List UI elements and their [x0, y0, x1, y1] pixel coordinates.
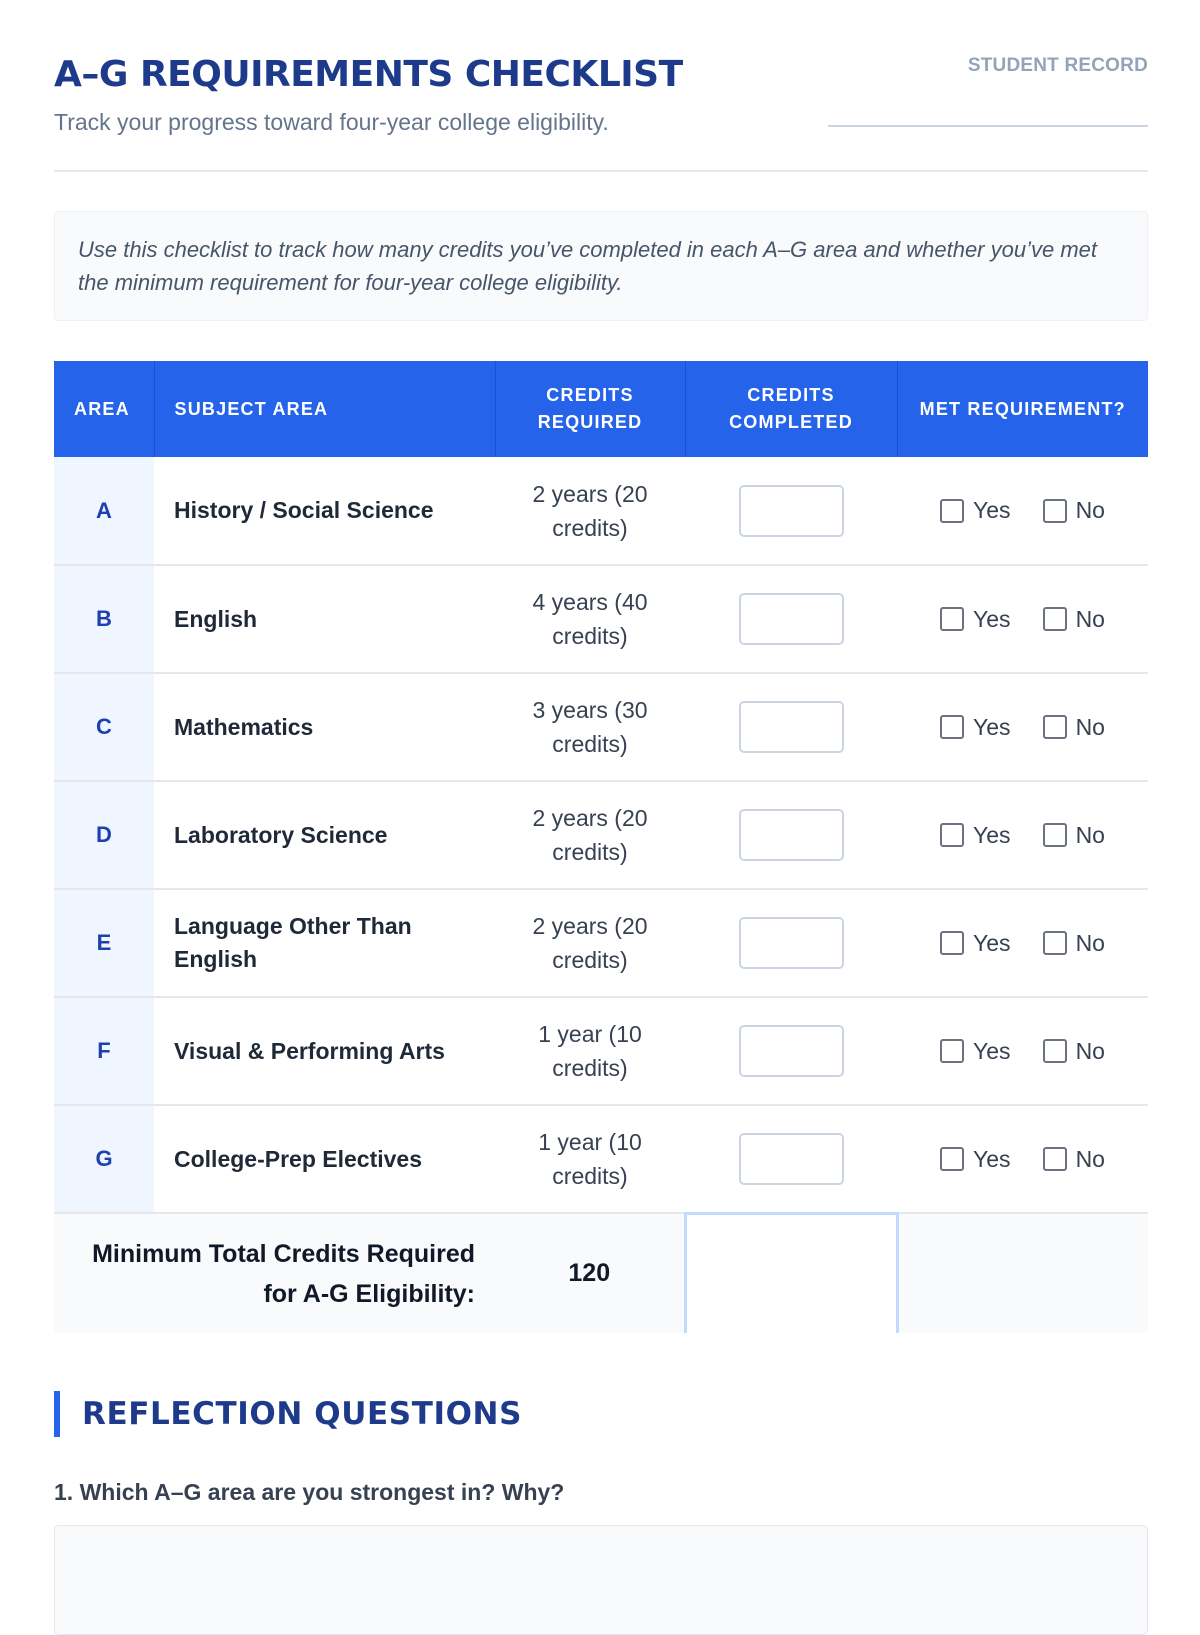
yes-option[interactable]: [940, 822, 1011, 849]
met-requirement-cell: [897, 457, 1148, 565]
credits-completed-cell: [685, 781, 897, 889]
no-label: No: [1075, 1037, 1105, 1064]
yes-option[interactable]: [940, 606, 1011, 633]
no-label: No: [1075, 821, 1105, 848]
column-header-met: MET REQUIREMENT?: [897, 361, 1148, 457]
credits-completed-input[interactable]: [739, 809, 844, 861]
yes-label: Yes: [973, 605, 1011, 632]
subject-name: Language Other Than English: [154, 889, 495, 997]
area-letter: F: [54, 997, 154, 1105]
met-requirement-cell: [897, 889, 1148, 997]
yes-label: Yes: [973, 1037, 1011, 1064]
yes-checkbox[interactable]: [940, 823, 964, 847]
yes-option[interactable]: [940, 1146, 1011, 1173]
credits-completed-input[interactable]: [739, 1025, 844, 1077]
table-row: [54, 1105, 1148, 1213]
student-record-field[interactable]: [828, 55, 1148, 77]
yes-label: Yes: [973, 821, 1011, 848]
met-requirement-cell: [897, 1105, 1148, 1213]
no-checkbox[interactable]: [1043, 607, 1067, 631]
credits-required: 4 years (40 credits): [495, 565, 685, 673]
instructions-note: Use this checklist to track how many credits you’ve completed in each A–G area and whether you’ve met the minimum requirement for four-year college eligibility.: [54, 211, 1148, 321]
table-header-row: [54, 361, 1148, 457]
total-completed-input[interactable]: [685, 1213, 897, 1333]
credits-completed-cell: [685, 997, 897, 1105]
credits-completed-cell: [685, 565, 897, 673]
yes-checkbox[interactable]: [940, 1147, 964, 1171]
no-checkbox[interactable]: [1043, 499, 1067, 523]
area-letter: B: [54, 565, 154, 673]
reflection-answer-1[interactable]: [54, 1525, 1148, 1635]
credits-completed-cell: [685, 457, 897, 565]
subject-name: History / Social Science: [154, 457, 495, 565]
column-header-area: AREA: [54, 361, 154, 457]
yes-option[interactable]: [940, 714, 1011, 741]
area-letter: A: [54, 457, 154, 565]
met-requirement-cell: [897, 565, 1148, 673]
column-header-completed: CREDITS COMPLETED: [685, 361, 897, 457]
credits-required: 2 years (20 credits): [495, 889, 685, 997]
no-option[interactable]: [1043, 1038, 1105, 1065]
yes-option[interactable]: [940, 497, 1011, 524]
worksheet-header: [54, 0, 1148, 172]
yes-label: Yes: [973, 1145, 1011, 1172]
no-checkbox[interactable]: [1043, 1147, 1067, 1171]
area-letter: E: [54, 889, 154, 997]
column-header-required: CREDITS REQUIRED: [495, 361, 685, 457]
total-row: [54, 1213, 1148, 1333]
yes-label: Yes: [973, 497, 1011, 523]
credits-completed-cell: [685, 1105, 897, 1213]
no-option[interactable]: [1043, 497, 1105, 524]
yes-checkbox[interactable]: [940, 499, 964, 523]
requirements-table: [54, 361, 1148, 1333]
table-row: [54, 781, 1148, 889]
no-checkbox[interactable]: [1043, 1039, 1067, 1063]
no-label: No: [1075, 497, 1105, 523]
table-row: [54, 457, 1148, 565]
yes-option[interactable]: [940, 1038, 1011, 1065]
area-letter: C: [54, 673, 154, 781]
credits-completed-cell: [685, 673, 897, 781]
credits-completed-input[interactable]: [739, 593, 844, 645]
table-row: [54, 997, 1148, 1105]
reflection-question-1: 1. Which A–G area are you strongest in? Why?: [54, 1479, 565, 1505]
credits-completed-input[interactable]: [739, 701, 844, 753]
yes-checkbox[interactable]: [940, 1039, 964, 1063]
yes-checkbox[interactable]: [940, 931, 964, 955]
table-row: [54, 889, 1148, 997]
student-record-label: STUDENT RECORD: [967, 55, 1148, 76]
credits-completed-input[interactable]: [739, 1133, 844, 1185]
credits-required: 1 year (10 credits): [495, 997, 685, 1105]
table-row: [54, 565, 1148, 673]
no-checkbox[interactable]: [1043, 931, 1067, 955]
no-label: No: [1075, 605, 1105, 632]
yes-label: Yes: [973, 929, 1011, 956]
no-checkbox[interactable]: [1043, 823, 1067, 847]
met-requirement-cell: [897, 781, 1148, 889]
student-record-line[interactable]: [828, 125, 1148, 127]
subject-name: Mathematics: [154, 673, 495, 781]
credits-completed-cell: [685, 889, 897, 997]
area-letter: G: [54, 1105, 154, 1213]
no-option[interactable]: [1043, 714, 1105, 741]
credits-required: 2 years (20 credits): [495, 781, 685, 889]
no-checkbox[interactable]: [1043, 715, 1067, 739]
met-requirement-cell: [897, 997, 1148, 1105]
credits-required: 1 year (10 credits): [495, 1105, 685, 1213]
credits-required: 3 years (30 credits): [495, 673, 685, 781]
total-empty-cell: [897, 1213, 1148, 1333]
yes-checkbox[interactable]: [940, 715, 964, 739]
no-label: No: [1075, 929, 1105, 956]
page-title: A–G REQUIREMENTS CHECKLIST: [54, 54, 683, 95]
worksheet-page: [54, 0, 1148, 1505]
no-label: No: [1075, 1145, 1105, 1172]
credits-required: 2 years (20 credits): [495, 457, 685, 565]
credits-completed-input[interactable]: [739, 917, 844, 969]
reflection-title: REFLECTION QUESTIONS: [54, 1391, 522, 1437]
no-option[interactable]: [1043, 606, 1105, 633]
subject-name: English: [154, 565, 495, 673]
yes-label: Yes: [973, 713, 1011, 740]
subject-name: Laboratory Science: [154, 781, 495, 889]
column-header-subject: SUBJECT AREA: [154, 361, 495, 457]
no-option[interactable]: [1043, 1146, 1105, 1173]
table-row: [54, 673, 1148, 781]
subject-name: College-Prep Electives: [154, 1105, 495, 1213]
page-subtitle: Track your progress toward four-year college eligibility.: [54, 109, 609, 135]
no-label: No: [1075, 713, 1105, 740]
total-required-value: 120: [495, 1213, 685, 1333]
no-option[interactable]: [1043, 930, 1105, 957]
yes-checkbox[interactable]: [940, 607, 964, 631]
area-letter: D: [54, 781, 154, 889]
credits-completed-input[interactable]: [739, 485, 844, 537]
met-requirement-cell: [897, 673, 1148, 781]
subject-name: Visual & Performing Arts: [154, 997, 495, 1105]
yes-option[interactable]: [940, 930, 1011, 957]
no-option[interactable]: [1043, 822, 1105, 849]
total-label: Minimum Total Credits Required for A-G Eligibility:: [54, 1213, 495, 1333]
